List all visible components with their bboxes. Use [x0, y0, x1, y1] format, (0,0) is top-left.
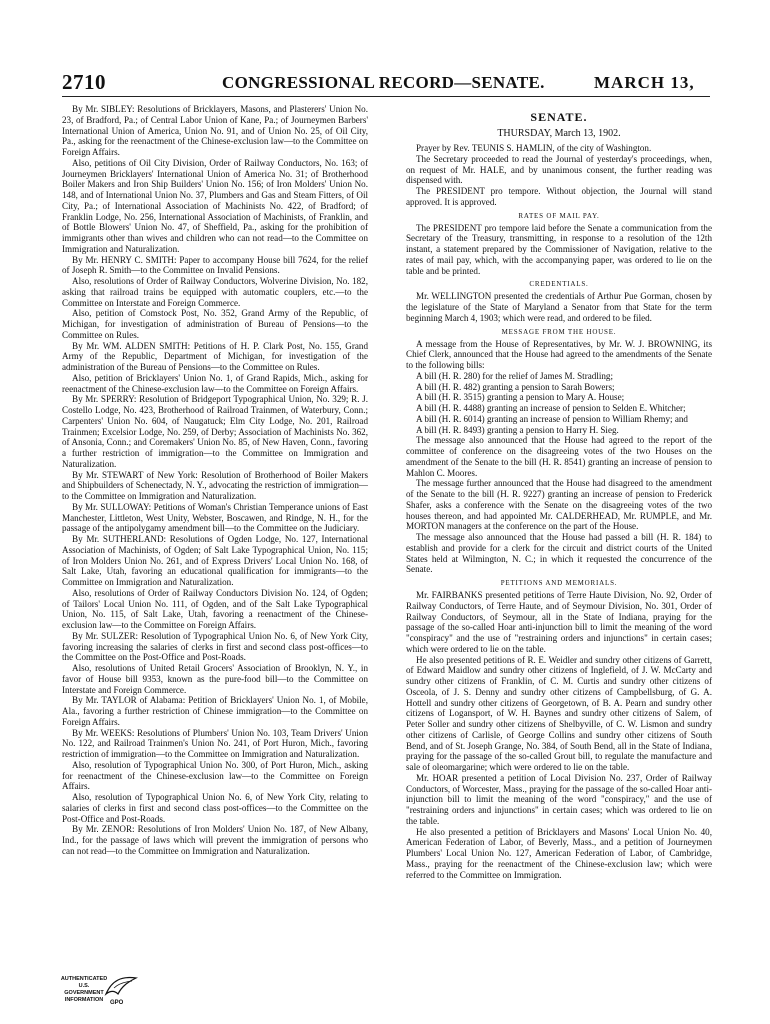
credentials-section [406, 291, 712, 323]
seal-gpo-mark: GPO [110, 1000, 124, 1006]
left-column [62, 104, 368, 857]
paragraph: Mr. FAIRBANKS presented petitions of Terre Haute Division, No. 92, Order of Railway Conductors, of Terre Haute, and of Seymour Division, No. 301, Order of Railway Conductors, of Seymour, all in the State of Indiana, praying for the passage of the so-called Hoar anti-injunction bill to limit the meaning of the word "conspiracy" and the use of "restraining orders and injunctions" in certain cases; which were ordered to lie on the table. [406, 590, 712, 654]
paragraph: Also, resolutions of United Retail Grocers' Association of Brooklyn, N. Y., in favor of House bill 9353, known as the pure-food bill—to the Committee on Interstate and Foreign Commerce. [62, 663, 368, 695]
page-date: MARCH 13, [594, 73, 695, 92]
section-heading-mail: RATES OF MAIL PAY. [518, 211, 600, 220]
senate-heading: SENATE. [530, 110, 588, 124]
paragraph: The message also announced that the House had passed a bill (H. R. 184) to establish and provide for a clerk for the circuit and district courts of the United States held at Wilmington, N. C.; in which it requested the concurrence of the Senate. [406, 532, 712, 575]
paragraph: A bill (H. R. 482) granting a pension to Sarah Bowers; [416, 381, 615, 392]
seal-line: INFORMATION [64, 997, 104, 1003]
paragraph: A bill (H. R. 280) for the relief of James M. Stradling; [416, 370, 613, 381]
paragraph: Also, petition of Comstock Post, No. 352, Grand Army of the Republic, of Michigan, for investigation of administration of Bureau of Pensions—to the Committee on Rules. [62, 308, 368, 340]
paragraph: A bill (H. R. 4488) granting an increase of pension to Selden E. Whitcher; [416, 403, 686, 413]
seal-line: AUTHENTICATED [60, 976, 108, 982]
section-heading-petitions: PETITIONS AND MEMORIALS. [500, 579, 618, 587]
petitions-section [406, 590, 712, 880]
paragraph: By Mr. HENRY C. SMITH: Paper to accompany House bill 7624, for the relief of Joseph R. Smith—to the Committee on Invalid Pensions. [62, 254, 368, 276]
paragraph: The PRESIDENT pro tempore. Without objection, the Journal will stand approved. It is approved. [406, 186, 712, 207]
paragraph: The message also announced that the House had agreed to the report of the committee of conference on the disagreeing votes of the two Houses on the amendment of the Senate to the bill (H. R. 8541) granting an increase of pension to Mahlon C. Moores. [406, 435, 712, 478]
paragraph: By Mr. ZENOR: Resolutions of Iron Molders' Union No. 187, of New Albany, Ind., for the passage of laws which will prevent the immigration of persons who can not read—to the Committee on Immigration and Naturalization. [62, 824, 368, 856]
paragraph: Mr. WELLINGTON presented the credentials of Arthur Pue Gorman, chosen by the legislature of the State of Maryland a Senator from that State for the term beginning March 4, 1903; which were read, and ordered to be filed. [406, 291, 712, 323]
paragraph: The PRESIDENT pro tempore laid before the Senate a communication from the Secretary of the Treasury, transmitting, in response to a resolution of the 12th instant, a statement prepared by the Commissioner of Navigation, relative to the rates of mail pay, which, with the accompanying paper, was ordered to lie on the table and be printed. [406, 222, 712, 276]
paragraph: The Secretary proceeded to read the Journal of yesterday's proceedings, when, on request of Mr. HALE, and by unanimous consent, the further reading was dispensed with. [406, 153, 712, 186]
paragraph: By Mr. STEWART of New York: Resolution of Brotherhood of Boiler Makers and Shipbuilders of Schenectady, N. Y., advocating the restriction of immigration—to the Committee on Immigration and Naturalization. [62, 469, 368, 501]
paragraph: By Mr. WEEKS: Resolutions of Plumbers' Union No. 103, Team Drivers' Union No. 122, and Railroad Trainmen's Union No. 241, of Port Huron, Mich., favoring restriction of immigration—to the Committee on Immigration and Naturalization. [62, 727, 368, 759]
paragraph: Also, resolutions of Order of Railway Conductors, Wolverine Division, No. 182, asking that railroad trains be equipped with automatic couplers, etc.—to the Committee on Interstate and Foreign Commerce. [62, 276, 368, 308]
paragraph: A bill (H. R. 6014) granting an increase of pension to William Rhemy; and [416, 413, 688, 424]
section-heading-message: MESSAGE FROM THE HOUSE. [501, 327, 617, 336]
seal-line: U.S. GOVERNMENT [64, 983, 104, 996]
session-date: THURSDAY, March 13, 1902. [497, 128, 621, 139]
section-heading-credentials: CREDENTIALS. [529, 280, 589, 289]
paragraph: By Mr. SULZER: Resolution of Typographical Union No. 6, of New York City, favoring increasing the salaries of clerks in first and second class post-offices—to the Committee on the Post-Office and Post-Roads. [62, 630, 368, 663]
page-number: 2710 [62, 70, 106, 94]
paragraph: Also, resolution of Typographical Union No. 300, of Port Huron, Mich., asking for reenactment of the Chinese-exclusion law—to the Committee on Foreign Affairs. [62, 759, 368, 792]
paragraph: By Mr. TAYLOR of Alabama: Petition of Bricklayers' Union No. 1, of Mobile, Ala., favoring a further restriction of Chinese immigration—to the Committee on Foreign Affairs. [62, 695, 368, 727]
message-section [406, 339, 712, 576]
authentication-seal [60, 972, 210, 1012]
opening-section [406, 143, 712, 208]
paragraph: By Mr. SUTHERLAND: Resolutions of Ogden Lodge, No. 127, International Association of Machinists, of Ogden; of Salt Lake Typographical Union, No. 115; of Iron Molders Union No. 261, and of Express Drivers' Local Union No. 168, of Salt Lake, Utah, favoring an educational qualification for immigrants—to the Committee on Immigration and Naturalization. [62, 534, 368, 587]
paragraph: By Mr. SIBLEY: Resolutions of Bricklayers, Masons, and Plasterers' Union No. 23, of Bradford, Pa.; of Central Labor Union of Kane, Pa.; of Journeymen Barbers' International Union of America, Union No. 91, and of Union No. 25, of Oil City, Pa., asking for the reenactment of the Chinese-exclusion law—to the Committee on Foreign Affairs. [62, 104, 368, 157]
seal-text [60, 976, 108, 1004]
paragraph: The message further announced that the House had disagreed to the amendment of the Senate to the bill (H. R. 9227) granting an increase of pension to Frederick Shafer, asks a conference with the Senate on the disagreeing votes of the two houses thereon, and had appointed Mr. CALDERHEAD, Mr. RUMPLE, and Mr. MORTON managers at the conference on the part of the House. [406, 478, 712, 532]
paragraph: A bill (H. R. 3515) granting a pension to Mary A. House; [416, 392, 625, 403]
mail-section [406, 223, 712, 277]
paragraph: Also, petition of Bricklayers' Union No. 1, of Grand Rapids, Mich., asking for reenactment of the Chinese-exclusion law—to the Committee on Foreign Affairs. [62, 372, 368, 394]
paragraph: By Mr. WM. ALDEN SMITH: Petitions of H. P. Clark Post, No. 155, Grand Army of the Republic, Department of Michigan, for investigation of the administration of the Bureau of Pensions—to the Committee on Rules. [62, 340, 368, 372]
paragraph: Mr. HOAR presented a petition of Local Division No. 237, Order of Railway Conductors, of Worcester, Mass., praying for the passage of the so-called Hoar anti-injunction bill to limit the meaning of the word "conspiracy," and the use of "restraining orders and injunctions" in certain cases; which was ordered to lie on the table. [406, 772, 712, 826]
paragraph: Also, petitions of Oil City Division, Order of Railway Conductors, No. 163; of Journeymen Bricklayers' International Union of America No. 31; of Brotherhood Boiler Makers and Iron Ship Builders' Union No. 156; of Iron Molders' Union No. 148, and of International Union No. 37, Plumbers and Gas and Steam Fitters, of Oil City, Pa.; of International Association of Machinists No. 422, of Bradford; of Franklin Lodge, No. 256, International Association of Machinists, of Franklin, and of Bottle Blowers' Union No. 47, of Sheffield, Pa., asking for the prohibition of immigrants other than wives and children who can not read—to the Committee on Immigration and Naturalization. [62, 157, 368, 254]
eagle-seal-icon [104, 974, 138, 1000]
paragraph: By Mr. SPERRY: Resolution of Bridgeport Typographical Union, No. 329; R. J. Costello Lodge, No. 423, Brotherhood of Railroad Trainmen, of Waterbury, Conn.; Carpenters' Union No. 604, of Naugatuck; Elm City Lodge, No. 201, Railroad Trainmen; Excelsior Lodge, No. 259, of Derby; Association of Machinists No. 362, of Ansonia, Conn.; and Coremakers' Union No. 85, of New Haven, Conn., favoring a further restriction of immigration—to the Committee on Immigration and Naturalization. [62, 394, 368, 469]
paragraph: Also, resolutions of Order of Railway Conductors Division No. 124, of Ogden; of Tailors' Local Union No. 111, of Ogden, and of the Salt Lake Typographical Union, No. 115, of Salt Lake, Utah, favoring a reenactment of the Chinese-exclusion law—to the Committee on Foreign Affairs. [62, 587, 368, 630]
paragraph: He also presented a petition of Bricklayers and Masons' Local Union No. 40, American Federation of Labor, of Beverly, Mass., and a petition of Journeymen Plumbers' Local Union No. 127, American Federation of Labor, of Cambridge, Mass., praying for the reenactment of the Chinese-exclusion law; which were referred to the Committee on Immigration. [406, 826, 712, 880]
paragraph: By Mr. SULLOWAY: Petitions of Woman's Christian Temperance unions of East Manchester, Littleton, West Unity, Webster, Boscawen, and Rindge, N. H., for the passage of the antipolygamy amendment bill—to the Committee on the Judiciary. [62, 501, 368, 534]
page-title: CONGRESSIONAL RECORD—SENATE. [222, 73, 545, 92]
paragraph: Also, resolution of Typographical Union No. 6, of New York City, relating to salaries of clerks in first and second class post-offices—to the Committee on the Post-Office and Post-Roads. [62, 792, 368, 824]
paragraph: A message from the House of Representatives, by Mr. W. J. BROWNING, its Chief Clerk, announced that the House had agreed to the amendments of the Senate to the following bills: [406, 338, 712, 370]
paragraph: Prayer by Rev. TEUNIS S. HAMLIN, of the city of Washington. [416, 143, 652, 153]
paragraph: He also presented petitions of R. E. Weidler and sundry other citizens of Garrett, of Edward Maidlow and sundry other citizens of Inglefield, of J. W. McCarty and sundry other citizens of Franklin, of C. M. Curtis and sundry other citizens of Osceola, of J. S. Denny and sundry other citizens of Campbellsburg, of G. A. Hottell and sundry other citizens of Georgetown, of B. A. Pearn and sundry other citizens of Logansport, of W. H. Baynes and sundry other citizens of Salem, of Peter Soller and sundry other citizens of Shelbyville, of C. W. Lismon and sundry other citizens of Carlisle, of George Collins and sundry other citizens of South Bend, and of St. Joseph Grange, No. 384, of South Bend, all in the State of Indiana, praying for the passage of the so-called Grout bill, to regulate the manufacture and sale of oleomargarine; which were ordered to lie on the table. [406, 654, 712, 772]
header-rule [62, 96, 710, 97]
right-column [406, 104, 712, 880]
paragraph: A bill (H. R. 8493) granting a pension to Harry H. Sieg. [416, 424, 619, 435]
